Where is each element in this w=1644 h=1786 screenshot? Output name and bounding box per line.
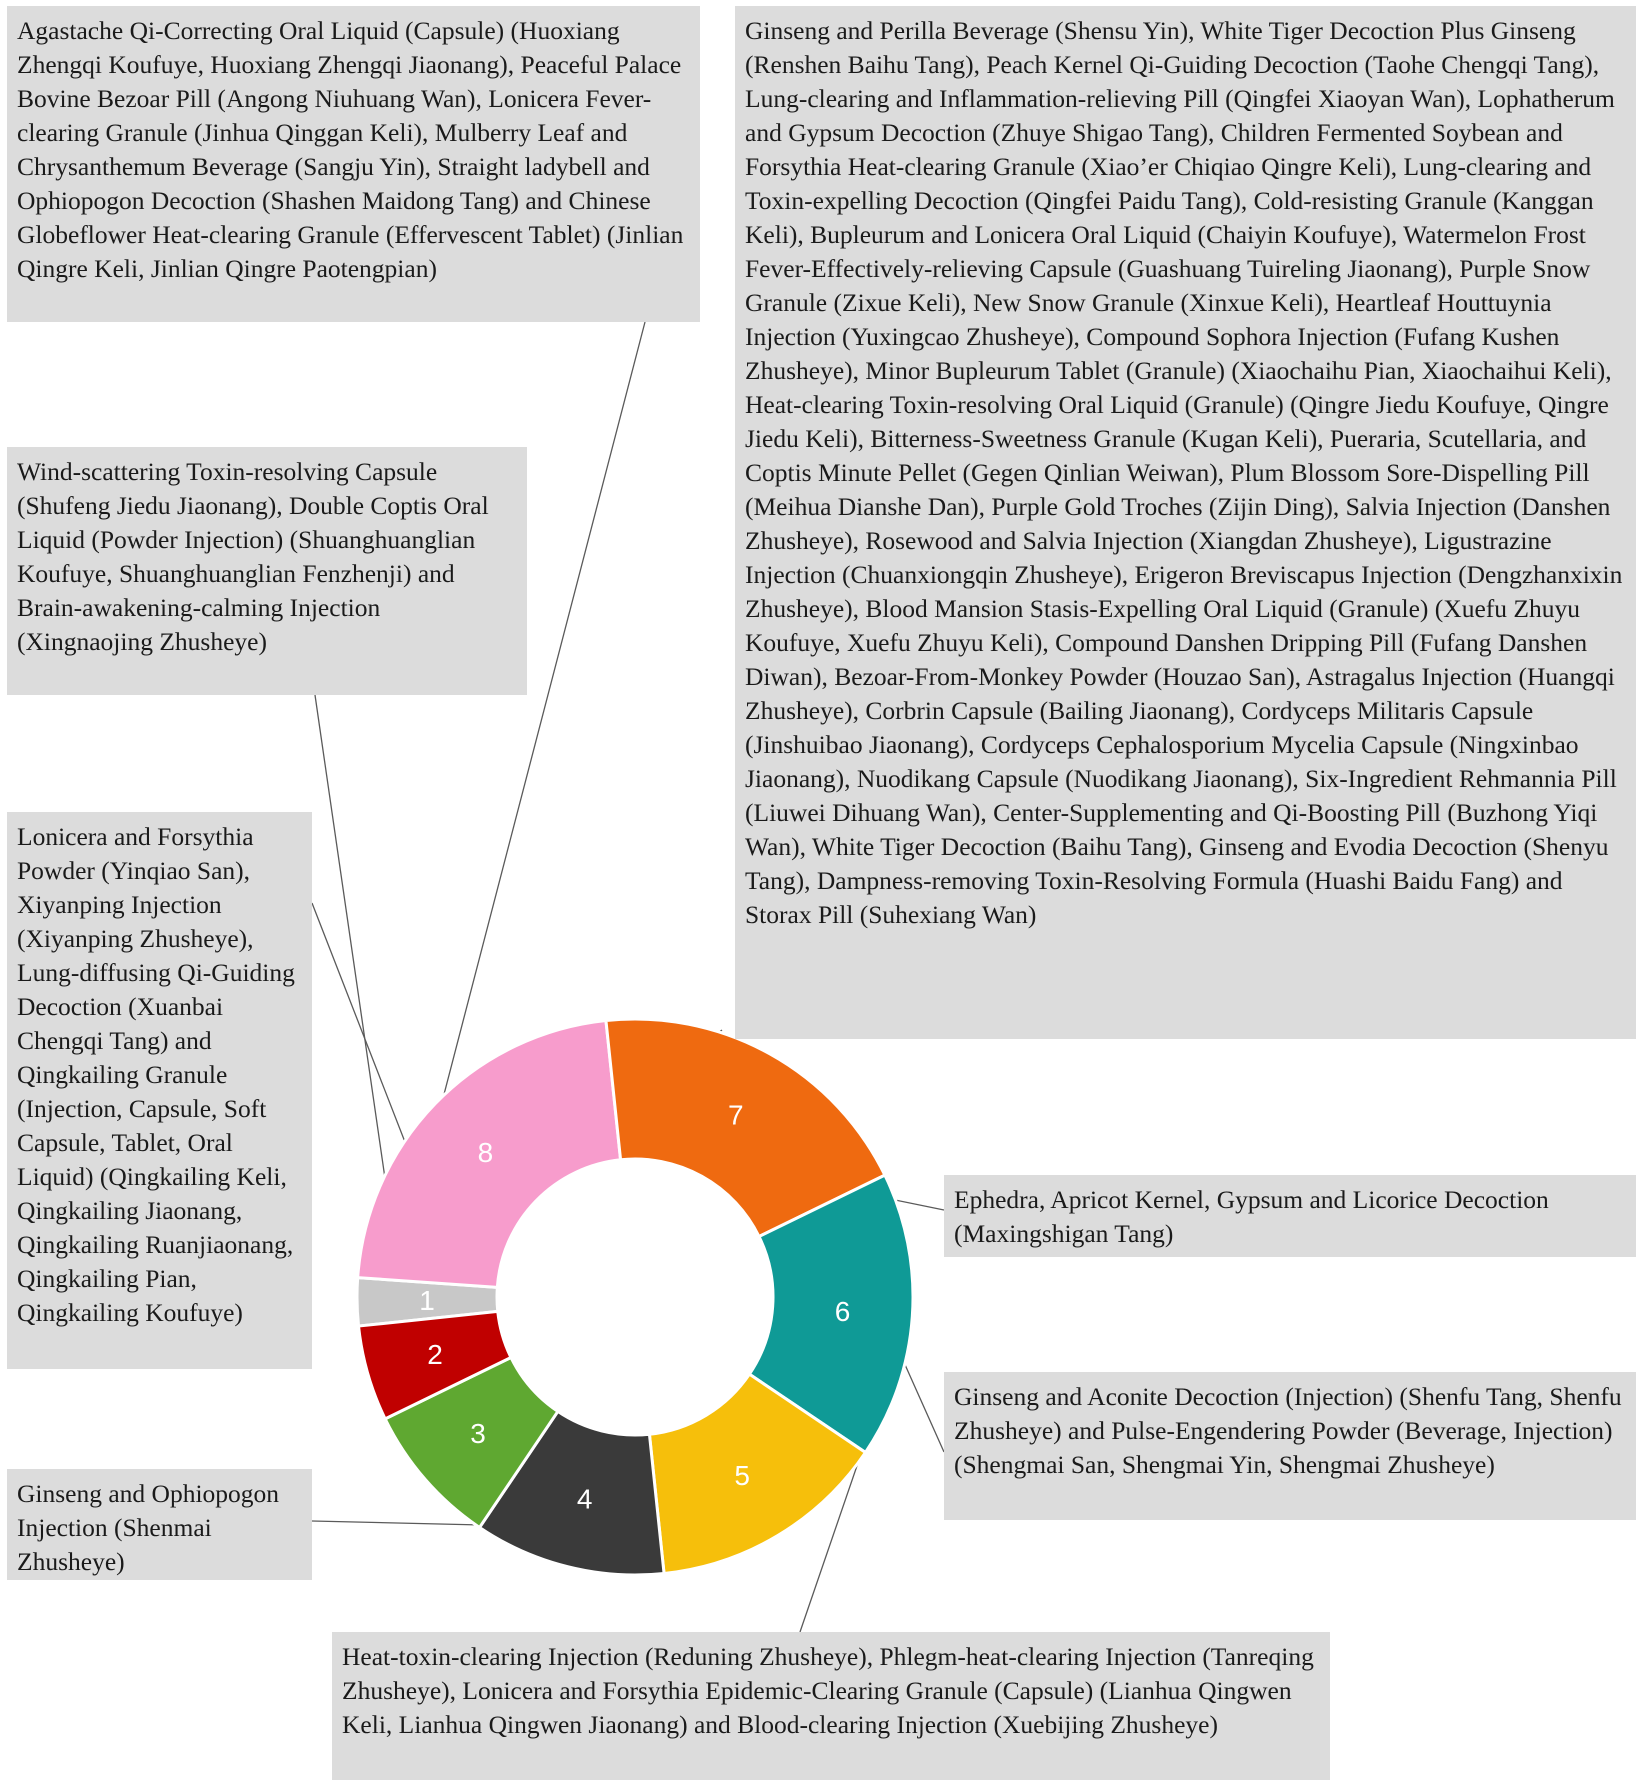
slice-number-3: 3 xyxy=(470,1417,486,1449)
label-box-5: Ginseng and Ophiopogon Injection (Shenmai Zhusheye) xyxy=(7,1469,312,1580)
slice-number-2: 2 xyxy=(427,1338,443,1370)
slice-number-8: 8 xyxy=(477,1137,494,1169)
slice-number-6: 6 xyxy=(834,1296,851,1328)
donut-slices xyxy=(357,1019,913,1575)
slice-number-4: 4 xyxy=(576,1483,593,1515)
slice-number-5: 5 xyxy=(734,1459,750,1491)
slice-number-1: 1 xyxy=(419,1285,435,1317)
slice-number-7: 7 xyxy=(728,1099,744,1131)
label-box-2: Agastache Qi-Correcting Oral Liquid (Capsule) (Huoxiang Zhengqi Koufuye, Huoxiang Zhengqi Jiaonang), Peaceful Palace Bovine Bezoar Pill (Angong Niuhuang Wan), Lonicera Fever-clearing Granule (Jinhua Qinggan Keli), Mulberry Leaf and Chrysanthemum Beverage (Sangju Yin), Straight ladybell and Ophiopogon Decoction (Shashen Maidong Tang) and Chinese Globeflower Heat-clearing Granule (Effervescent Tablet) (Jinlian Qingre Keli, Jinlian Qingre Paotengpian) xyxy=(7,6,700,322)
label-box-8: Ephedra, Apricot Kernel, Gypsum and Licorice Decoction (Maxingshigan Tang) xyxy=(944,1175,1636,1257)
label-box-1: Ginseng and Perilla Beverage (Shensu Yin), White Tiger Decoction Plus Ginseng (Renshen Baihu Tang), Peach Kernel Qi-Guiding Decoction (Taohe Chengqi Tang), Lung-clearing and Inflammation-relieving Pill (Qingfei Xiaoyan Wan), Lophatherum and Gypsum Decoction (Zhuye Shigao Tang), Children Fermented Soybean and Forsythia Heat-clearing Granule (Xiao’er Chiqiao Qingre Keli), Lung-clearing and Toxin-expelling Decoction (Qingfei Paidu Tang), Cold-resisting Granule (Kanggan Keli), Bupleurum and Lonicera Oral Liquid (Chaiyin Koufuye), Watermelon Frost Fever-Effectively-relieving Capsule (Guashuang Tuireling Jiaonang), Purple Snow Granule (Zixue Keli), New Snow Granule (Xinxue Keli), Heartleaf Houttuynia Injection (Yuxingcao Zhusheye), Compound Sophora Injection (Fufang Kushen Zhusheye), Minor Bupleurum Tablet (Granule) (Xiaochaihu Pian, Xiaochaihui Keli), Heat-clearing Toxin-resolving Oral Liquid (Granule) (Qingre Jiedu Koufuye, Qingre Jiedu Keli), Bitterness-Sweetness Granule (Kugan Keli), Pueraria, Scutellaria, and Coptis Minute Pellet (Gegen Qinlian Weiwan), Plum Blossom Sore-Dispelling Pill (Meihua Dianshe Dan), Purple Gold Troches (Zijin Ding), Salvia Injection (Danshen Zhusheye), Rosewood and Salvia Injection (Xiangdan Zhusheye), Ligustrazine Injection (Chuanxiongqin Zhusheye), Erigeron Breviscapus Injection (Dengzhanxixin Zhusheye), Blood Mansion Stasis-Expelling Oral Liquid (Granule) (Xuefu Zhuyu Koufuye, Xuefu Zhuyu Keli), Compound Danshen Dripping Pill (Fufang Danshen Diwan), Bezoar-From-Monkey Powder (Houzao San), Astragalus Injection (Huangqi Zhusheye), Corbrin Capsule (Bailing Jiaonang), Cordyceps Militaris Capsule (Jinshuibao Jiaonang), Cordyceps Cephalosporium Mycelia Capsule (Ningxinbao Jiaonang), Nuodikang Capsule (Nuodikang Jiaonang), Six-Ingredient Rehmannia Pill (Liuwei Dihuang Wan), Center-Supplementing and Qi-Boosting Pill (Buzhong Yiqi Wan), White Tiger Decoction (Baihu Tang), Ginseng and Evodia Decoction (Shenyu Tang), Dampness-removing Toxin-Resolving Formula (Huashi Baidu Fang) and Storax Pill (Suhexiang Wan) xyxy=(735,6,1636,1039)
label-box-3: Wind-scattering Toxin-resolving Capsule (Shufeng Jiedu Jiaonang), Double Coptis Oral Liquid (Powder Injection) (Shuanghuanglian Koufuye, Shuanghuanglian Fenzhenji) and Brain-awakening-calming Injection (Xingnaojing Zhusheye) xyxy=(7,447,527,695)
label-box-6: Heat-toxin-clearing Injection (Reduning Zhusheye), Phlegm-heat-clearing Injection (Tanreqing Zhusheye), Lonicera and Forsythia Epidemic-Clearing Granule (Capsule) (Lianhua Qingwen Keli, Lianhua Qingwen Jiaonang) and Blood-clearing Injection (Xuebijing Zhusheye) xyxy=(332,1632,1330,1780)
label-box-7: Ginseng and Aconite Decoction (Injection) (Shenfu Tang, Shenfu Zhusheye) and Pulse-Engendering Powder (Beverage, Injection) (Shengmai San, Shengmai Yin, Shengmai Zhusheye) xyxy=(944,1372,1636,1520)
label-box-4: Lonicera and Forsythia Powder (Yinqiao San), Xiyanping Injection (Xiyanping Zhusheye), Lung-diffusing Qi-Guiding Decoction (Xuanbai Chengqi Tang) and Qingkailing Granule (Injection, Capsule, Soft Capsule, Tablet, Oral Liquid) (Qingkailing Keli, Qingkailing Jiaonang, Qingkailing Ruanjiaonang, Qingkailing Pian, Qingkailing Koufuye) xyxy=(7,812,312,1369)
